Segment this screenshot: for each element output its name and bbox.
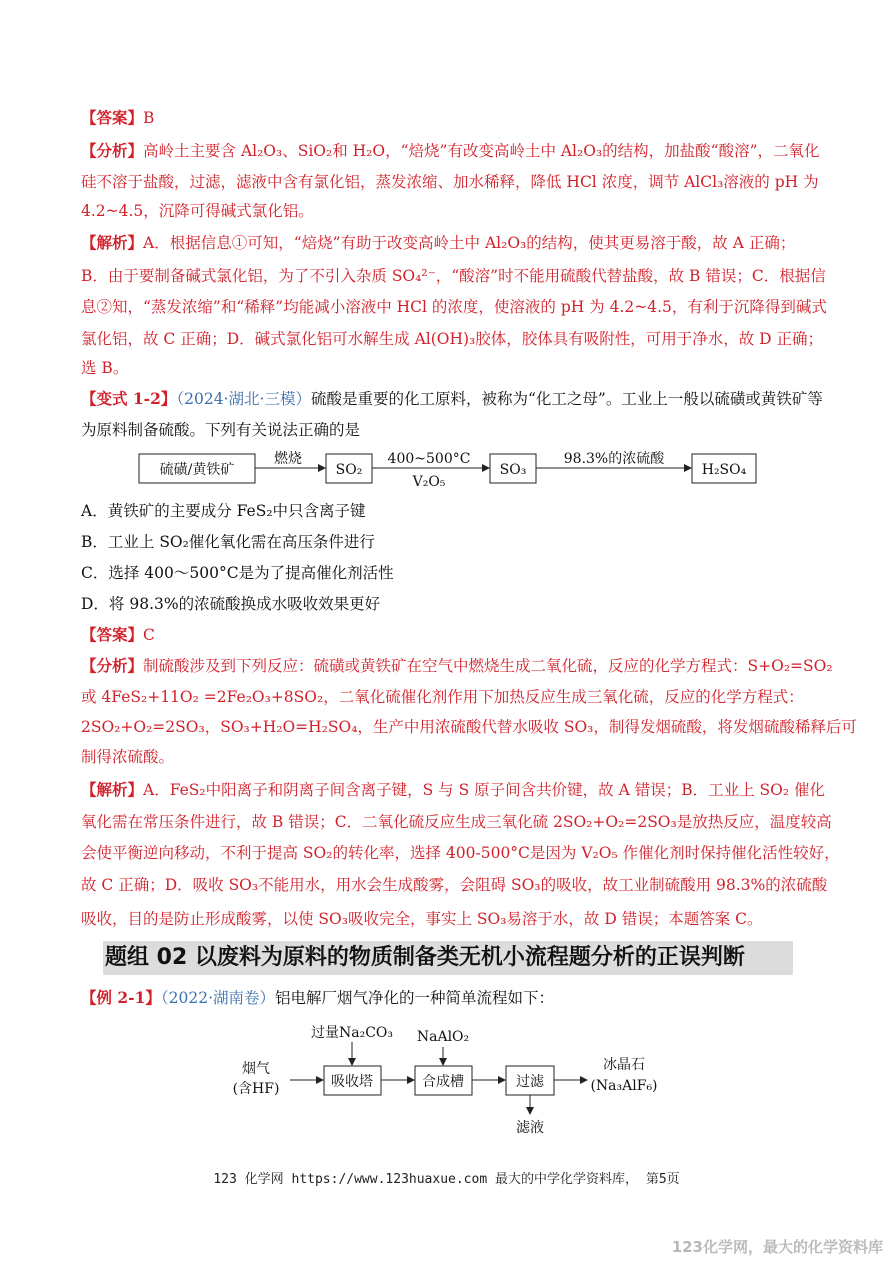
q1-answer (81, 108, 821, 128)
sulfuric-acid-flow-diagram (138, 446, 758, 496)
flow-reagent-2: NaAlO₂ (416, 1029, 470, 1045)
flow-arrow3-label: 98.3%的浓硫酸 (563, 451, 665, 467)
q1-analysis-line-1 (81, 141, 821, 161)
option-b: B．工业上 SO₂催化氧化需在高压条件进行 (81, 533, 375, 551)
option-c: C．选择 400～500°C是为了提高催化剂活性 (81, 564, 394, 582)
flow-box2-label: SO₂ (335, 462, 363, 478)
explain-tag: 【解析】 (81, 780, 144, 799)
q2-explain-line-3: 会使平衡逆向移动，不利于提高 SO₂的转化率，选择 400-500°C是因为 V₂O₅ 作催化剂时保持催化活性较好， (81, 844, 840, 862)
q2-stem-line-2: 为原料制备硫酸。下列有关说法正确的是 (81, 421, 361, 439)
flow-box1-label: 吸收塔 (331, 1074, 373, 1090)
q1-analysis-line-2: 硅不溶于盐酸，过滤，滤液中含有氯化铝，蒸发浓缩、加水稀释，降低 HCl 浓度，调节 AlCl₃溶液的 pH 为 (81, 173, 819, 191)
explain-text: A．FeS₂中阳离子和阴离子间含离子键，S 与 S 原子间含共价键，故 A 错误；B．工业上 SO₂ 催化 (143, 781, 825, 799)
answer-value: C (143, 626, 155, 644)
answer-tag: 【答案】 (81, 625, 144, 644)
analysis-tag: 【分析】 (81, 656, 144, 675)
q2-answer (81, 625, 821, 645)
q2-explain-line-1 (81, 780, 825, 800)
page-footer: 123 化学网 https://www.123huaxue.com 最大的中学化学资料库， 第5页 (213, 1172, 680, 1187)
question-source: （2022·湖南卷） (160, 989, 276, 1007)
q2-analysis-line-2: 或 4FeS₂+11O₂ =2Fe₂O₃+8SO₂，二氧化硫催化剂作用下加热反应生成三氧化硫，反应的化学方程式： (81, 688, 804, 706)
q2-analysis-line-4: 制得浓硫酸。 (81, 748, 175, 766)
analysis-text: 高岭土主要含 Al₂O₃、SiO₂和 H₂O，“焙烧”有改变高岭土中 Al₂O₃的结构，加盐酸“酸溶”，二氧化 (143, 142, 820, 160)
question-source: （2024·湖北·三模） (176, 390, 311, 408)
flow-box2-label: 合成槽 (422, 1074, 464, 1090)
flow-arrow2-bottom-label: V₂O₅ (412, 474, 446, 490)
question-text: 硫酸是重要的化工原料，被称为“化工之母”。工业上一般以硫磺或黄铁矿等 (310, 390, 823, 408)
flow-arrow2-top-label: 400~500°C (387, 451, 471, 467)
flow-box1-label: 硫磺/黄铁矿 (159, 462, 235, 478)
explain-tag: 【解析】 (81, 233, 144, 252)
q2-explain-line-2: 氧化需在常压条件进行，故 B 错误；C．二氧化硫反应生成三氧化硫 2SO₂+O₂=2SO₃是放热反应，温度较高 (81, 813, 832, 831)
analysis-tag: 【分析】 (81, 141, 144, 160)
q2-analysis-line-3: 2SO₂+O₂=2SO₃，SO₃+H₂O=H₂SO₄，生产中用浓硫酸代替水吸收 SO₃，制得发烟硫酸，将发烟硫酸稀释后可 (81, 718, 857, 736)
flow-arrow1-label: 燃烧 (274, 451, 302, 467)
q1-explain-line-5: 选 B。 (81, 359, 129, 377)
q2-explain-line-4: 故 C 正确；D．吸收 SO₃不能用水，用水会生成酸雾，会阻碍 SO₃的吸收，故工业制硫酸用 98.3%的浓硫酸 (81, 876, 828, 894)
analysis-text: 制硫酸涉及到下列反应：硫磺或黄铁矿在空气中燃烧生成二氧化硫，反应的化学方程式：S+O₂=SO₂ (143, 657, 833, 675)
question-text: 铝电解厂烟气净化的一种简单流程如下： (275, 989, 555, 1007)
option-d: D．将 98.3%的浓硫酸换成水吸收效果更好 (81, 595, 381, 613)
flow-output-line-2: (Na₃AlF₆) (590, 1078, 658, 1094)
watermark: 123化学网，最大的化学资料库 (671, 1238, 883, 1256)
flue-gas-flow-diagram (228, 1015, 668, 1143)
section-heading: 题组 02 以废料为原料的物质制备类无机小流程题分析的正误判断 (103, 941, 793, 975)
flow-box4-label: H₂SO₄ (701, 462, 747, 478)
q1-explain-line-3: 息②知，“蒸发浓缩”和“稀释”均能减小溶液中 HCl 的浓度，使溶液的 pH 为 4.2~4.5，有利于沉降得到碱式 (81, 298, 827, 316)
flow-filtrate-label: 滤液 (516, 1120, 544, 1136)
answer-tag: 【答案】 (81, 108, 144, 127)
flow-output-line-1: 冰晶石 (603, 1057, 645, 1073)
explain-text: A．根据信息①可知，“焙烧”有助于改变高岭土中 Al₂O₃的结构，使其更易溶于酸，故 A 正确； (143, 234, 796, 252)
q2-stem-line-1 (81, 389, 821, 409)
flow-box3-label: SO₃ (499, 462, 527, 478)
option-a: A．黄铁矿的主要成分 FeS₂中只含离子键 (81, 502, 366, 520)
variant-tag: 【变式 1-2】 (81, 389, 177, 408)
q2-explain-line-5: 吸收，目的是防止形成酸雾，以使 SO₃吸收完全，事实上 SO₃易溶于水，故 D 错误；本题答案 C。 (81, 910, 763, 928)
q1-explain-line-4: 氯化铝，故 C 正确；D．碱式氯化铝可水解生成 Al(OH)₃胶体，胶体具有吸附性，可用于净水，故 D 正确； (81, 330, 824, 348)
q1-explain-line-1 (81, 233, 821, 253)
flow-box3-label: 过滤 (516, 1074, 544, 1090)
q2-analysis-line-1 (81, 656, 833, 676)
q1-analysis-line-3: 4.2~4.5，沉降可得碱式氯化铝。 (81, 202, 314, 220)
q3-stem (81, 988, 821, 1008)
flow-input-line-2: (含HF) (232, 1081, 280, 1097)
answer-value: B (143, 109, 155, 127)
flow-input-line-1: 烟气 (242, 1061, 270, 1077)
q1-explain-line-2: B．由于要制备碱式氯化铝，为了不引入杂质 SO₄²⁻，“酸溶”时不能用硫酸代替盐酸，故 B 错误；C．根据信 (81, 267, 826, 285)
example-tag: 【例 2-1】 (81, 988, 161, 1007)
flow-reagent-1: 过量Na₂CO₃ (310, 1025, 394, 1041)
